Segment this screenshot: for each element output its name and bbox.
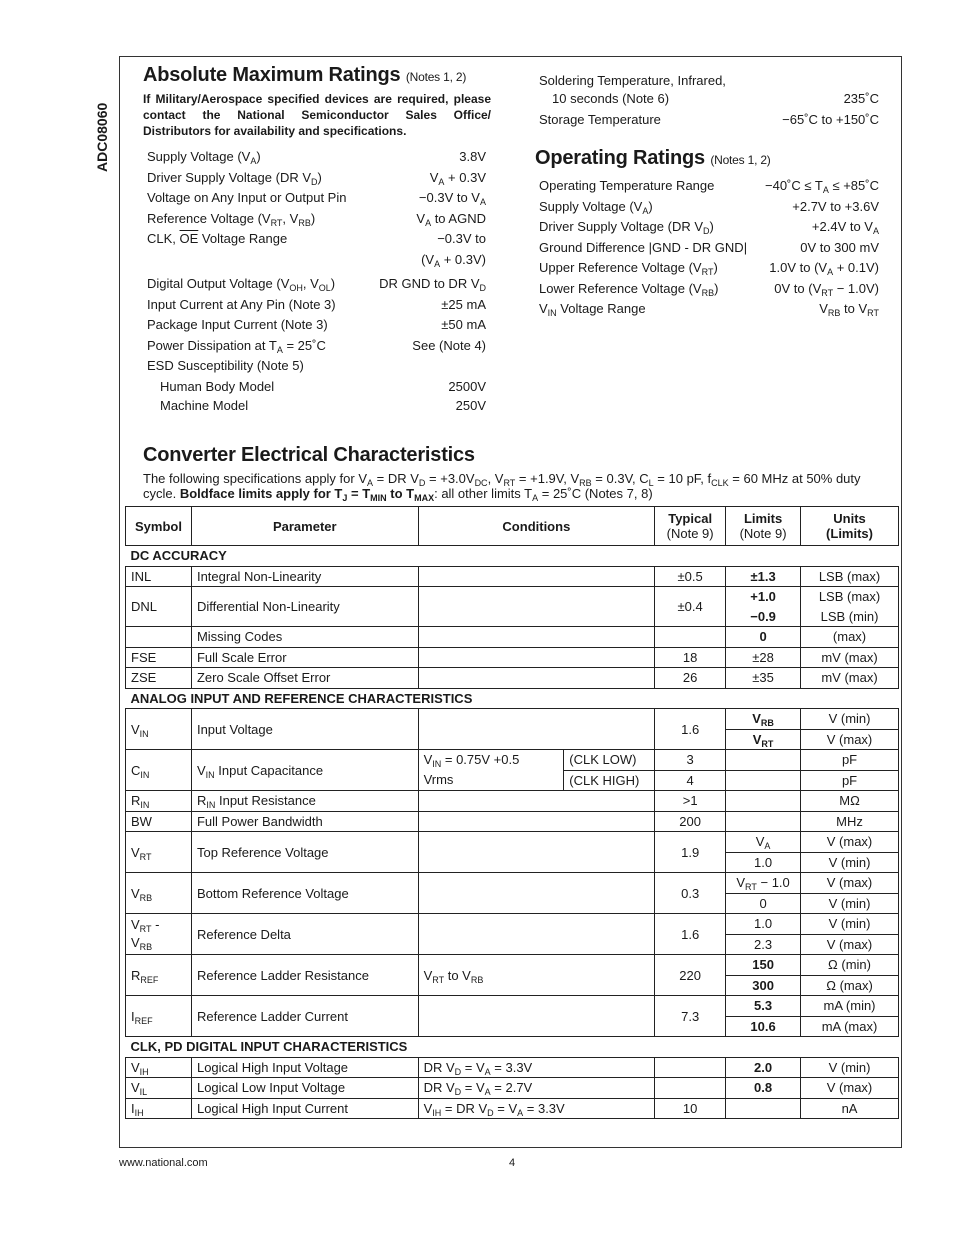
section-analog-input: ANALOG INPUT AND REFERENCE CHARACTERISTICS (126, 688, 899, 709)
list-item: CLK, $\overline{OE}$ Voltage Range −0.3V to (147, 231, 486, 246)
list-item: Ground Difference |GND - DR GND| 0V to 300 mV (539, 239, 879, 255)
list-item: Supply Voltage $(V_A)$ 3.8V (147, 149, 486, 166)
list-item: $V_{IN}$ Voltage Range $V_{RB}$ to $V_{RT}$ (539, 301, 879, 318)
col-typical: Typical (Note 9) (655, 507, 726, 546)
footer-website[interactable]: www.national.com (119, 1157, 208, 1169)
list-item: Power Dissipation at $T_A$ = 25˚C See (Note 4) (147, 337, 486, 355)
operating-ratings (535, 147, 879, 320)
table-row: (CLK HIGH) 4 pF (126, 770, 899, 791)
list-item: Lower Reference Voltage $(V_{RB})$ 0V to $(V_{RT} - 1.0V)$ (539, 280, 879, 298)
table-row: $V_{RB}$ Bottom Reference Voltage 0.3 $V_{RT} - 1.0$ V (max) (126, 873, 899, 894)
list-item: Machine Model 250V (160, 397, 486, 413)
solder-storage (539, 72, 879, 129)
table-row: $V_{IH}$ Logical High Input Voltage DR $V_D = V_A = 3.3V$ 2.0 V (min) (126, 1057, 899, 1078)
col-symbol: Symbol (126, 507, 192, 546)
table-row: FSE Full Scale Error 18 ±28 mV (max) (126, 647, 899, 668)
list-item: Supply Voltage $(V_A)$ +2.7V to +3.6V (539, 198, 879, 216)
list-item: 10 seconds (Note 6) 235˚C (552, 91, 879, 106)
col-limits: Limits (Note 9) (726, 507, 801, 546)
table-row: $V_{IN}$ Input Voltage 1.6 $V_{RB}$ V (min) (126, 709, 899, 730)
list-item: $(V_A + 0.3V)$ (421, 251, 486, 269)
col-parameter: Parameter (191, 507, 418, 546)
table-row: 10.6 mA (max) (126, 1016, 899, 1037)
list-item: Reference Voltage ($V_{RT}$, $V_{RB}$) $V_A$ to AGND (147, 210, 486, 228)
absmax-warning: If Military/Aerospace specified devices are required, please contact the National Semiconductor Sales Office/ Distributors for availability and specifications. (143, 92, 491, 138)
conv-heading: Converter Electrical Characteristics (143, 444, 475, 466)
conv-intro: The following specifications apply for $V_A$ = DR $V_D = +3.0V_{DC}$, $V_{RT} = +1.9V$, $V_{RB} = 0.3V$, $C_L = 10$ pF, $f_{CLK} = 60$ MHz at 50% duty cycle. Boldface limits apply for $T_J = T_{MIN}$ to $T_{MAX}$: all other limits $T_A$ = 25˚C (Notes 7, 8) (143, 471, 861, 503)
list-item: Human Body Model 2500V (160, 378, 486, 394)
section-digital-input: CLK, PD DIGITAL INPUT CHARACTERISTICS (126, 1037, 899, 1058)
table-row: $I_{REF}$ Reference Ladder Current 7.3 5.3 mA (min) (126, 996, 899, 1017)
table-row: 300 Ω (max) (126, 975, 899, 996)
table-row: $I_{IH}$ Logical High Input Current $V_{IH}$ = DR $V_D = V_A = 3.3V$ 10 nA (126, 1098, 899, 1119)
right-column (535, 72, 879, 320)
list-item: Driver Supply Voltage (DR $V_D$) +2.4V to $V_A$ (539, 219, 879, 236)
table-row: ZSE Zero Scale Offset Error 26 ±35 mV (max) (126, 668, 899, 689)
table-row: $V_{RT}$ - $V_{RB}$ Reference Delta 1.6 1.0 V (min) (126, 914, 899, 935)
table-row: 1.0 V (min) (126, 852, 899, 873)
page-number: 4 (509, 1157, 516, 1169)
table-row: $V_{RT}$ V (max) (126, 729, 899, 750)
table-row: $R_{IN}$ $R_{IN}$ Input Resistance >1 MΩ (126, 791, 899, 812)
col-units: Units (Limits) (801, 507, 899, 546)
table-row: $C_{IN}$ $V_{IN}$ Input Capacitance $V_{IN} = 0.75V +0.5$ Vrms (CLK LOW) 3 pF (126, 750, 899, 771)
table-row: $V_{IL}$ Logical Low Input Voltage DR $V_D = V_A = 2.7V$ 0.8 V (max) (126, 1078, 899, 1099)
table-header (126, 507, 899, 546)
table-row: Missing Codes 0 (max) (126, 627, 899, 648)
absmax-list (147, 147, 486, 415)
list-item: ESD Susceptibility (Note 5) (147, 358, 304, 373)
list-item: Storage Temperature −65˚C to +150˚C (539, 112, 879, 127)
converter-characteristics (143, 444, 883, 501)
sidebar-part-number: ADC08060 (94, 102, 110, 172)
table-row: $R_{REF}$ Reference Ladder Resistance $V_{RT}$ to $V_{RB}$ 220 150 Ω (min) (126, 955, 899, 976)
section-dc-accuracy: DC ACCURACY (126, 546, 899, 567)
absmax-heading: Absolute Maximum Ratings (Notes 1, 2) (143, 64, 467, 86)
table-row: $V_{RT}$ Top Reference Voltage 1.9 $V_A$ V (max) (126, 832, 899, 853)
list-item: Voltage on Any Input or Output Pin −0.3V to $V_A$ (147, 190, 486, 207)
list-item: Driver Supply Voltage (DR $V_D$) $V_A + 0.3V$ (147, 169, 486, 187)
oprat-list (539, 176, 879, 320)
col-conditions: Conditions (418, 507, 655, 546)
list-item: Input Current at Any Pin (Note 3) ±25 mA (147, 296, 486, 312)
spec-table (125, 506, 899, 1119)
list-item: Package Input Current (Note 3) ±50 mA (147, 317, 486, 332)
list-item: Digital Output Voltage ($V_{OH}$, $V_{OL}$) DR GND to DR $V_D$ (147, 276, 486, 293)
table-row: 0 V (min) (126, 893, 899, 914)
oprat-heading: Operating Ratings (Notes 1, 2) (535, 147, 771, 169)
table-row: 2.3 V (max) (126, 934, 899, 955)
table-row: INL Integral Non-Linearity ±0.5 ±1.3 LSB (max) (126, 566, 899, 587)
table-row: DNL Differential Non-Linearity ±0.4 +1.0 LSB (max) (126, 587, 899, 607)
list-item: Operating Temperature Range −40˚C ≤ $T_A$ ≤ +85˚C (539, 178, 879, 195)
list-item: Soldering Temperature, Infrared, (539, 73, 726, 88)
list-item: Upper Reference Voltage $(V_{RT})$ 1.0V to $(V_A + 0.1V)$ (539, 260, 879, 277)
absolute-maximum-ratings (143, 64, 491, 415)
table-row: BW Full Power Bandwidth 200 MHz (126, 811, 899, 832)
table-row: −0.9 LSB (min) (126, 607, 899, 627)
